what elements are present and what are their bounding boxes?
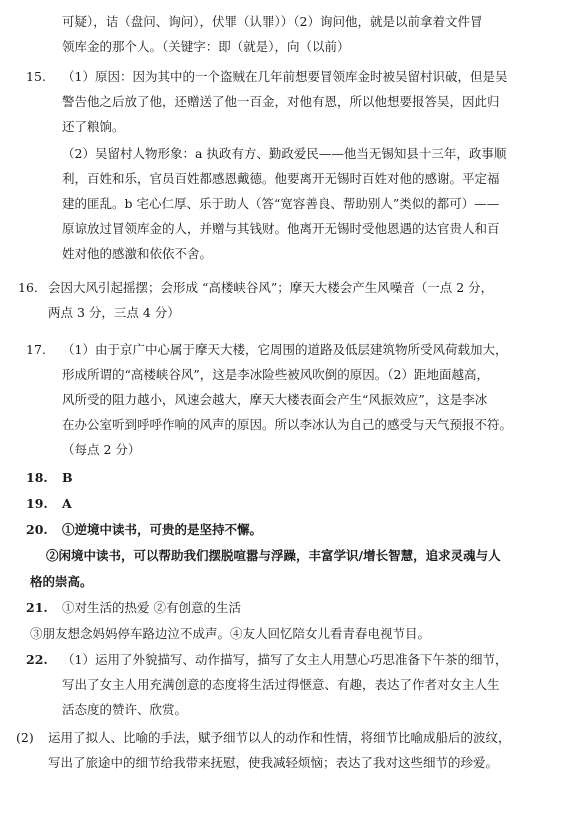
text-line: （1）原因：因为其中的一个盗贼在几年前想要冒领库金时被吴留村识破，但是吴 [62, 69, 508, 84]
text-line: （每点 2 分） [62, 442, 141, 457]
text-line: 写出了旅途中的细节给我带来抚慰，使我减轻烦恼；表达了我对这些细节的珍爱。 [48, 755, 499, 770]
text-line: 两点 3 分，三点 4 分） [48, 305, 180, 320]
text-line: （1）运用了外貌描写、动作描写，描写了女主人用慧心巧思准备下午茶的细节， [62, 652, 508, 667]
text-line: 在办公室听到呼呼作响的风声的原因。所以李冰认为自己的感受与天气预报不符。 [62, 417, 513, 432]
text-line: 还了粮饷。 [62, 119, 125, 134]
text-line: 写出了女主人用充满创意的态度将生活过得惬意、有趣，表达了作者对女主人生 [62, 677, 500, 692]
text-line: 姓对他的感激和依依不舍。 [62, 246, 213, 261]
question-number: 22. [26, 652, 48, 667]
answer-text: A [62, 496, 72, 511]
question-number: 18. [26, 470, 48, 485]
question-number: 16. [18, 280, 38, 295]
text-line: 会因大风引起摇摆；会形成 “高楼峡谷风”；摩天大楼会产生风噪音（一点 2 分， [48, 280, 494, 295]
question-number: 20. [26, 522, 48, 537]
text-line: （1）由于京广中心属于摩天大楼，它周围的道路及低层建筑物所受风荷载加大， [62, 342, 508, 357]
text-line: 原谅放过冒领库金的人，并赠与其钱财。他离开无锡时受他恩遇的达官贵人和百 [62, 221, 500, 236]
question-number: 19. [26, 496, 48, 511]
text-line: 警告他之后放了他，还赠送了他一百金，对他有恩，所以他想要报答吴，因此归 [62, 94, 500, 109]
text-line: 形成所谓的“高楼峡谷风”，这是李冰险些被风吹倒的原因。（2）距地面越高， [62, 367, 489, 382]
text-line: 格的崇高。 [30, 574, 93, 589]
subquestion-label: (2) [16, 730, 34, 745]
question-number: 21. [26, 600, 48, 615]
text-line: 建的匪乱。b 宅心仁厚、乐于助人（答“宽容善良、帮助别人”类似的都可）—— [62, 196, 500, 211]
text-line: ①逆境中读书，可贵的是坚持不懈。 [62, 522, 263, 537]
question-number: 15. [26, 69, 46, 84]
text-line: 可疑），诘（盘问、询问），伏罪（认罪））（2）询问他，就是以前拿着文件冒 [62, 14, 483, 29]
text-line: 领库金的那个人。（关键字：即（就是），向（以前） [62, 39, 350, 54]
question-number: 17. [26, 342, 46, 357]
text-line: 运用了拟人、比喻的手法，赋予细节以人的动作和性情，将细节比喻成船后的波纹， [48, 730, 511, 745]
text-line: 利，百姓和乐，官员百姓都感恩戴德。他要离开无锡时百姓对他的感谢。平定福 [62, 171, 500, 186]
text-line: ①对生活的热爱 ②有创意的生活 [62, 600, 241, 615]
answer-text: B [62, 470, 73, 485]
text-line: （2）吴留村人物形象：a 执政有方、勤政爱民——他当无锡知县十三年，政事顺 [62, 146, 507, 161]
text-line: 风所受的阻力越小，风速会越大，摩天大楼表面会产生“风振效应”，这是李冰 [62, 392, 488, 407]
text-line: ②闲境中读书，可以帮助我们摆脱喧嚣与浮躁，丰富学识/增长智慧，追求灵魂与人 [46, 548, 501, 563]
text-line: 活态度的赞许、欣赏。 [62, 702, 188, 717]
text-line: ③朋友想念妈妈停车路边泣不成声。④友人回忆陪女儿看青春电视节目。 [30, 626, 431, 641]
